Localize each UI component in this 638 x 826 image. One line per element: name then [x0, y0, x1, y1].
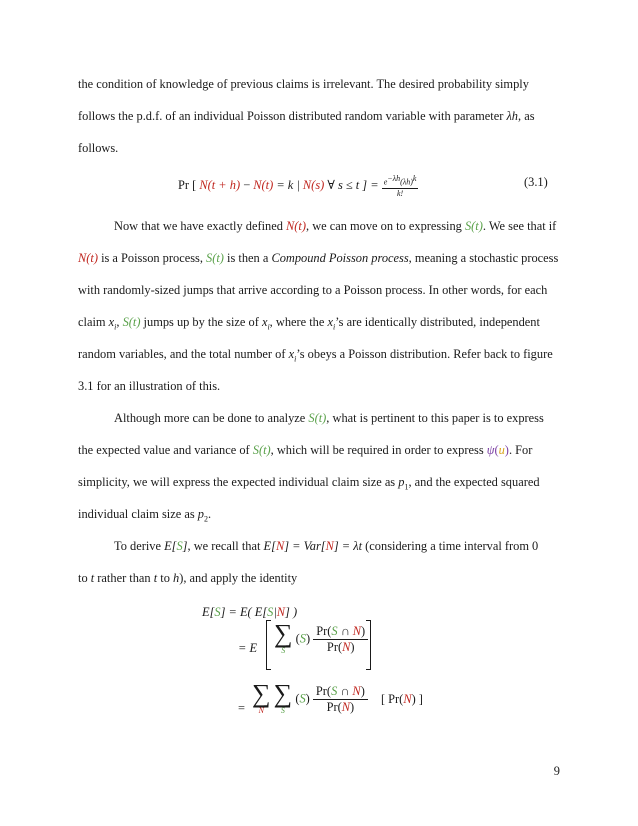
poisson-pmf-fraction — [382, 174, 419, 199]
paragraph-2-line-6: 3.1 for an illustration of this. — [78, 379, 221, 393]
pmf-denominator: k! — [396, 188, 404, 198]
paragraph-1-line-1: the condition of knowledge of previous claims is irrelevant. The desired probability simply — [78, 77, 529, 91]
left-square-bracket — [266, 620, 271, 670]
paragraph-3-line-2: the expected value and variance of S(t), which will be required in order to express ψ(u). For — [78, 443, 533, 457]
sum-over-s-inner: ∑ S — [273, 679, 293, 715]
paragraph-2-line-1: Now that we have exactly defined N(t), we can move on to expressing S(t). We see that if — [114, 219, 557, 233]
conditional-probability-fraction: $\frac{Pr(S \cap N)}{Pr(N)}$ — [313, 624, 368, 655]
paragraph-1-line-2: follows the p.d.f. of an individual Poisson distributed random variable with parameter λh, as — [78, 109, 535, 123]
conditional-probability-fraction-2: $\frac{Pr(S \cap N)}{Pr(N)}$ — [313, 684, 368, 715]
paragraph-2-line-4: claim $x_i$, S(t) jumps up by the size of $x_i$, where the $x_i’s$ are identically distributed, independent — [78, 315, 540, 332]
paragraph-4-line-1: To derive E[S], we recall that E[N] = Var[N] = λt (considering a time interval from 0 — [114, 539, 539, 553]
pmf-numerator: $e^{-\lambda h}(\lambda h)^k$ — [383, 174, 417, 187]
sum-over-s: ∑ S — [274, 619, 293, 655]
paragraph-2-line-3: with randomly-sized jumps that arrive according to a Poisson process. In other words, for each — [78, 283, 548, 297]
paragraph-3-line-3: simplicity, we will express the expected individual claim size as $p_1$, and the expected squared — [78, 475, 540, 492]
derivation-row-2-prefix: = E — [238, 641, 258, 655]
sum-over-n: ∑ N — [252, 679, 271, 715]
paragraph-4-line-2: to t rather than t to h), and apply the identity — [78, 571, 298, 585]
right-square-bracket — [366, 620, 371, 670]
derivation-row-2-body: ∑ S (S) $\frac{Pr(S \cap N)}{Pr(N)}$ — [274, 622, 368, 656]
paragraph-3-line-1: Although more can be done to analyze S(t), what is pertinent to this paper is to express — [114, 411, 544, 425]
paragraph-3-line-4: individual claim size as $p_2$. — [78, 507, 212, 524]
equation-number: (3.1) — [524, 175, 548, 189]
paragraph-1-line-3: follows. — [78, 141, 119, 155]
equation-3-1: Pr [ N(t + h) − N(t) = k | N(s) ∀ s ≤ t ] = $\frac{e^{-\lambda h}(\lambda h)^k}{k!}$ — [178, 174, 417, 198]
page-number: 9 — [553, 764, 560, 778]
derivation-row-3-prefix: = — [238, 701, 245, 715]
paragraph-2-line-2: N(t) is a Poisson process, S(t) is then a Compound Poisson process, meaning a stochastic process — [78, 251, 559, 265]
derivation-row-3-body: ∑ N ∑ S (S) $\frac{Pr(S \cap N)}{Pr(N)}$ [ Pr(N) ] — [252, 679, 423, 715]
derivation-row-1: E[S] = E( E[S|N] ) — [202, 605, 298, 619]
paragraph-2-line-5: random variables, and the total number of $x_i’s$ obeys a Poisson distribution. Refer back to figure — [78, 347, 553, 364]
